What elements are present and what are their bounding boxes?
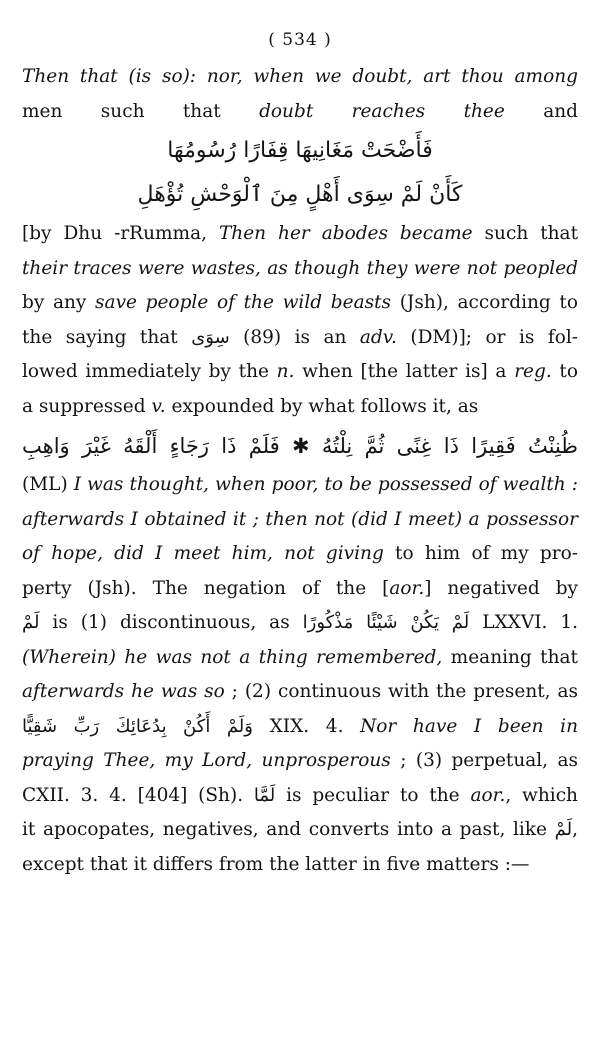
- text-line: [22, 321, 578, 356]
- italic-text: afterwards I obtained it ; then not (did I meet) a possessor: [22, 508, 578, 530]
- text-line: [22, 744, 578, 779]
- text-segment: [by Dhu -rRumma,: [22, 223, 219, 244]
- paragraph-intro: [22, 60, 578, 129]
- text-segment: (Jsh), according to: [391, 292, 579, 313]
- arabic-inline-text: سِوَى: [191, 326, 230, 348]
- arabic-inline-text: لَمْ يَكُنْ شَيْئًا مَذْكُورًا: [302, 612, 470, 633]
- arabic-inline-text: لَمَّا: [253, 784, 276, 806]
- paragraph-negation: [22, 468, 578, 882]
- text-segment: ] negatived by: [424, 577, 578, 599]
- text-segment: perty (Jsh). The negation of the [: [22, 577, 390, 599]
- italic-text: praying Thee, my Lord, unprosperous: [22, 750, 391, 771]
- text-segment: is (1) discontinuous, as: [39, 612, 303, 633]
- text-line: [22, 641, 578, 676]
- arabic-verse-line-2: كَأَنْ لَمْ سِوَى أَهْلٍ مِنَ ٱلْوَحْشِ تُؤْهَلِ: [137, 182, 463, 207]
- paragraph-commentary: [22, 217, 578, 424]
- arabic-inline-text: لَمْ: [22, 612, 40, 633]
- text-segment: ,: [572, 819, 578, 840]
- arabic-verse-couplet: ظُنِنْتُ فَقِيرًا ذَا غِنًى ثُمَّ نِلْتُهُ ✱ فَلَمْ ذَا رَجَاءٍ أَلْقَهُ غَيْرَ وَاهِبِ: [22, 434, 578, 458]
- text-line: [22, 606, 578, 641]
- italic-text: save people of the wild beasts: [95, 292, 392, 313]
- italic-text: Then her abodes became: [218, 223, 473, 244]
- text-line: [22, 848, 578, 883]
- text-segment: lowed immediately by the: [22, 361, 277, 382]
- text-segment: it apocopates, negatives, and converts into a past, like: [22, 819, 555, 840]
- text-line: [22, 60, 578, 95]
- text-segment: and: [504, 100, 579, 122]
- text-line: [22, 503, 578, 538]
- page: [22, 30, 578, 882]
- text-segment: except that it differs from the latter in five matters :—: [22, 853, 530, 875]
- text-segment: meaning that: [442, 646, 578, 668]
- text-segment: expounded by what follows it, as: [165, 395, 479, 417]
- italic-text: reg.: [514, 361, 552, 382]
- text-line: [22, 779, 578, 814]
- text-line: [22, 355, 578, 390]
- italic-text: aor.: [389, 577, 425, 599]
- italic-text: aor.: [470, 784, 506, 806]
- italic-text: I was thought, when poor, to be possessed of wealth :: [73, 474, 578, 495]
- text-segment: a suppressed: [22, 395, 152, 417]
- text-segment: men such that: [22, 100, 260, 122]
- text-line: [22, 675, 578, 710]
- text-line: [22, 468, 578, 503]
- italic-text: n.: [276, 361, 295, 382]
- arabic-inline-text: وَلَمْ أَكُنْ بِدُعَائِكَ رَبِّ شَقِيًّا: [22, 715, 253, 737]
- italic-text: their traces were wastes, as though they were not peopled: [22, 257, 578, 279]
- text-segment: (89) is an: [229, 326, 360, 348]
- text-line: [22, 390, 578, 425]
- text-segment: ; (2) continuous with the present, as: [224, 681, 578, 702]
- text-line: [22, 252, 578, 287]
- text-segment: (DM)]; or is fol-: [396, 326, 578, 348]
- text-segment: is peculiar to the: [275, 784, 471, 806]
- text-line: [22, 286, 578, 321]
- text-line: [22, 710, 578, 745]
- text-segment: such that: [472, 223, 579, 244]
- text-line: [22, 813, 578, 848]
- italic-text: (Wherein) he was not a thing remembered,: [22, 646, 443, 668]
- text-line: [22, 95, 578, 130]
- text-segment: to him of my pro-: [383, 543, 578, 564]
- text-segment: to: [551, 361, 578, 382]
- arabic-verse-line-1: فَأَضْحَتْ مَغَانِيهَا قِفَارًا رُسُومُهَا: [167, 138, 433, 163]
- text-segment: CXII. 3. 4. [404] (Sh).: [22, 784, 254, 806]
- text-segment: , which: [505, 784, 578, 806]
- text-segment: (ML): [22, 474, 74, 495]
- text-line: [22, 217, 578, 252]
- italic-text: afterwards he was so: [22, 681, 225, 702]
- text-segment: XIX. 4.: [252, 715, 361, 737]
- arabic-inline-text: لَمْ: [554, 819, 573, 840]
- italic-text: Nor have I been in: [360, 715, 578, 737]
- text-segment: when [the latter is] a: [294, 361, 515, 382]
- page-number: ( 534 ): [268, 30, 332, 50]
- text-line: [22, 572, 578, 607]
- text-segment: by any: [22, 292, 96, 313]
- italic-text: adv.: [359, 326, 397, 348]
- italic-text: Then that (is so): nor, when we doubt, art thou among: [22, 66, 578, 87]
- italic-text: v.: [151, 395, 166, 417]
- text-segment: LXXVI. 1.: [469, 612, 578, 633]
- text-line: [22, 537, 578, 572]
- text-segment: ; (3) perpetual, as: [390, 750, 578, 771]
- italic-text: doubt reaches thee: [259, 100, 505, 122]
- italic-text: of hope, did I meet him, not giving: [22, 543, 384, 564]
- text-segment: the saying that: [22, 326, 192, 348]
